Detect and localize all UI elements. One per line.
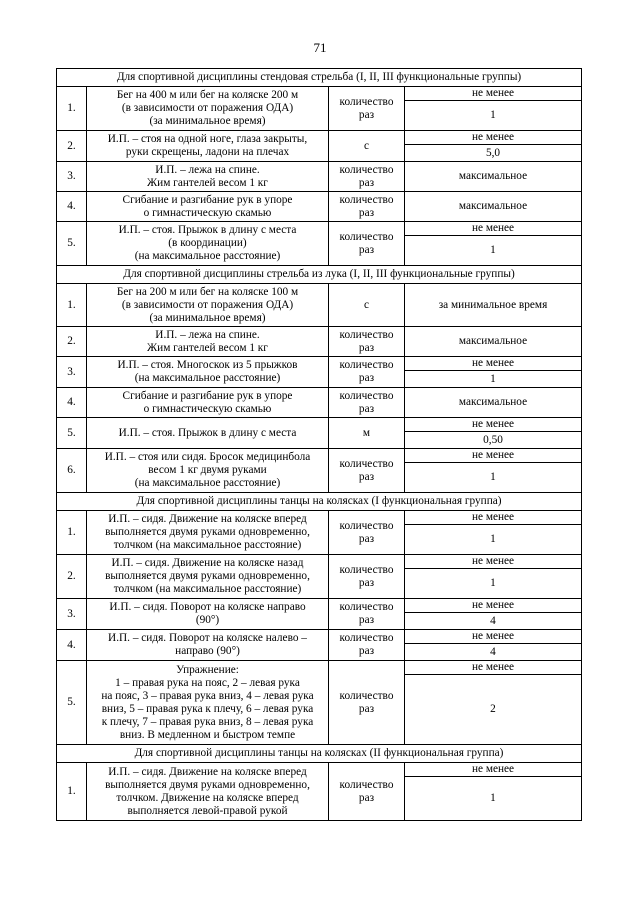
table-row	[57, 661, 582, 675]
norm-label: не менее	[405, 630, 582, 644]
row-number: 2.	[57, 555, 87, 599]
row-number: 1.	[57, 763, 87, 821]
row-number: 6.	[57, 449, 87, 493]
exercise-description: И.П. – сидя. Движение на коляске назад выполняется двумя руками одновременно, толчком (на максимальное расстояние)	[87, 555, 329, 599]
unit-of-measure: количество раз	[329, 599, 405, 630]
section-title: Для спортивной дисциплины стендовая стрельба (I, II, III функциональные группы)	[57, 69, 582, 87]
row-number: 4.	[57, 388, 87, 418]
table-row	[57, 131, 582, 145]
unit-of-measure: количество раз	[329, 357, 405, 388]
norm-value: за минимальное время	[405, 284, 582, 327]
unit-of-measure: с	[329, 284, 405, 327]
norm-value: 2	[405, 675, 582, 745]
unit-of-measure: количество раз	[329, 87, 405, 131]
exercise-description: Сгибание и разгибание рук в упоре о гимнастическую скамью	[87, 192, 329, 222]
norm-value: максимальное	[405, 388, 582, 418]
norm-value: 1	[405, 463, 582, 493]
exercise-description: И.П. – стоя на одной ноге, глаза закрыты, руки скрещены, ладони на плечах	[87, 131, 329, 162]
row-number: 3.	[57, 357, 87, 388]
standards-table	[56, 68, 582, 821]
table-row	[57, 192, 582, 222]
norm-label: не менее	[405, 131, 582, 145]
section-title: Для спортивной дисциплины стрельба из лука (I, II, III функциональные группы)	[57, 266, 582, 284]
unit-of-measure: количество раз	[329, 162, 405, 192]
unit-of-measure: количество раз	[329, 511, 405, 555]
table-row	[57, 630, 582, 644]
norm-value: 1	[405, 101, 582, 131]
row-number: 1.	[57, 284, 87, 327]
unit-of-measure: количество раз	[329, 449, 405, 493]
norm-value: 1	[405, 371, 582, 388]
norm-label: не менее	[405, 418, 582, 432]
table-row	[57, 162, 582, 192]
table-row	[57, 388, 582, 418]
norm-value: 5,0	[405, 145, 582, 162]
row-number: 2.	[57, 327, 87, 357]
norm-value: 0,50	[405, 432, 582, 449]
table-row	[57, 449, 582, 463]
exercise-description: И.П. – сидя. Движение на коляске вперед выполняется двумя руками одновременно, толчком (на максимальное расстояние)	[87, 511, 329, 555]
norm-label: не менее	[405, 511, 582, 525]
unit-of-measure: количество раз	[329, 555, 405, 599]
row-number: 1.	[57, 511, 87, 555]
norm-label: не менее	[405, 599, 582, 613]
table-row	[57, 555, 582, 569]
page-number: 71	[313, 40, 327, 55]
exercise-description: И.П. – лежа на спине. Жим гантелей весом 1 кг	[87, 327, 329, 357]
table-row	[57, 511, 582, 525]
norm-label: не менее	[405, 87, 582, 101]
norm-value: максимальное	[405, 327, 582, 357]
section-header-row	[57, 266, 582, 284]
row-number: 4.	[57, 630, 87, 661]
unit-of-measure: количество раз	[329, 388, 405, 418]
table-row	[57, 418, 582, 432]
row-number: 3.	[57, 599, 87, 630]
norm-label: не менее	[405, 763, 582, 777]
table-row	[57, 763, 582, 777]
exercise-description: И.П. – стоя. Прыжок в длину с места	[87, 418, 329, 449]
table-row	[57, 327, 582, 357]
section-header-row	[57, 493, 582, 511]
table-row	[57, 87, 582, 101]
row-number: 4.	[57, 192, 87, 222]
table-row	[57, 599, 582, 613]
exercise-description: И.П. – сидя. Поворот на коляске направо (90°)	[87, 599, 329, 630]
unit-of-measure: количество раз	[329, 327, 405, 357]
exercise-description: И.П. – сидя. Движение на коляске вперед выполняется двумя руками одновременно, толчком. Движение на коляске вперед выполняется левой-правой рукой	[87, 763, 329, 821]
section-title: Для спортивной дисциплины танцы на колясках (I функциональная группа)	[57, 493, 582, 511]
row-number: 3.	[57, 162, 87, 192]
exercise-description: И.П. – сидя. Поворот на коляске налево – направо (90°)	[87, 630, 329, 661]
exercise-description: И.П. – стоя или сидя. Бросок медицинбола весом 1 кг двумя руками (на максимальное расстояние)	[87, 449, 329, 493]
row-number: 1.	[57, 87, 87, 131]
norm-label: не менее	[405, 222, 582, 236]
norm-value: 4	[405, 613, 582, 630]
exercise-description: И.П. – стоя. Прыжок в длину с места (в координации) (на максимальное расстояние)	[87, 222, 329, 266]
section-header-row	[57, 69, 582, 87]
norm-value: максимальное	[405, 192, 582, 222]
unit-of-measure: м	[329, 418, 405, 449]
unit-of-measure: количество раз	[329, 222, 405, 266]
unit-of-measure: с	[329, 131, 405, 162]
section-title: Для спортивной дисциплины танцы на колясках (II функциональная группа)	[57, 745, 582, 763]
unit-of-measure: количество раз	[329, 661, 405, 745]
exercise-description: Сгибание и разгибание рук в упоре о гимнастическую скамью	[87, 388, 329, 418]
exercise-description: И.П. – стоя. Многоскок из 5 прыжков (на максимальное расстояние)	[87, 357, 329, 388]
norm-value: 1	[405, 525, 582, 555]
exercise-description: И.П. – лежа на спине. Жим гантелей весом 1 кг	[87, 162, 329, 192]
norm-label: не менее	[405, 661, 582, 675]
exercise-description: Бег на 200 м или бег на коляске 100 м (в зависимости от поражения ОДА) (за минимальное время)	[87, 284, 329, 327]
norm-label: не менее	[405, 555, 582, 569]
norm-label: не менее	[405, 449, 582, 463]
table-row	[57, 222, 582, 236]
norm-label: не менее	[405, 357, 582, 371]
norm-value: 1	[405, 777, 582, 821]
norm-value: 1	[405, 236, 582, 266]
exercise-description: Бег на 400 м или бег на коляске 200 м (в зависимости от поражения ОДА) (за минимальное время)	[87, 87, 329, 131]
unit-of-measure: количество раз	[329, 763, 405, 821]
row-number: 5.	[57, 661, 87, 745]
table-row	[57, 357, 582, 371]
row-number: 5.	[57, 418, 87, 449]
norm-value: максимальное	[405, 162, 582, 192]
norm-value: 1	[405, 569, 582, 599]
row-number: 2.	[57, 131, 87, 162]
table-row	[57, 284, 582, 327]
unit-of-measure: количество раз	[329, 192, 405, 222]
norm-value: 4	[405, 644, 582, 661]
exercise-description: Упражнение: 1 – правая рука на пояс, 2 – левая рука на пояс, 3 – правая рука вниз, 4 – левая рука вниз, 5 – правая рука к плечу, 6 – левая рука к плечу, 7 – правая рука вниз, 8 – левая рука вниз. В медленном и быстром темпе	[87, 661, 329, 745]
section-header-row	[57, 745, 582, 763]
row-number: 5.	[57, 222, 87, 266]
unit-of-measure: количество раз	[329, 630, 405, 661]
